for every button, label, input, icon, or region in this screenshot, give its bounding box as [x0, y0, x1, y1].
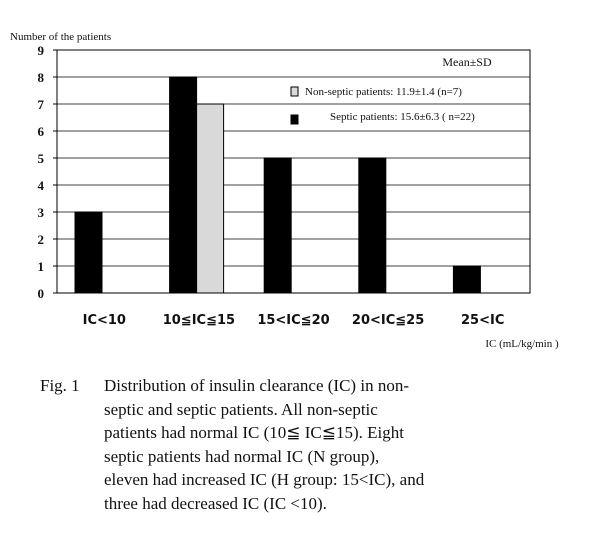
bar-septic [75, 212, 102, 293]
x-tick-label: 10≦IC≦15 [162, 313, 236, 328]
caption-line-2: septic and septic patients. All non-septic [104, 399, 378, 419]
caption-line-5: eleven had increased IC (H group: 15<IC), and [104, 470, 425, 489]
caption-line-6: three had decreased IC (IC <10). [104, 493, 327, 513]
bar-septic [264, 158, 291, 293]
y-tick-label: 2 [37, 232, 44, 247]
y-tick-label: 8 [37, 70, 44, 85]
figure-caption [40, 374, 585, 515]
bar-septic [453, 266, 480, 293]
caption-label: Fig. 1 [40, 376, 80, 395]
bar-septic [170, 77, 197, 293]
legend-label-non-septic: Non-septic patients: 11.9±1.4 (n=7) [305, 86, 462, 98]
y-tick-label: 1 [37, 259, 44, 274]
legend-label-septic: Septic patients: 15.6±6.3 ( n=22) [330, 111, 475, 123]
legend-swatch-septic [291, 115, 298, 124]
y-axis-label: Number of the patients [10, 31, 112, 43]
y-tick-label: 7 [37, 97, 44, 112]
caption-line-1: Distribution of insulin clearance (IC) in non- [104, 376, 409, 395]
caption-line-4: septic patients had normal IC (N group), [104, 446, 380, 466]
x-tick-label: IC<10 [82, 313, 126, 328]
y-tick-label: 4 [37, 178, 44, 193]
y-tick-label: 0 [37, 286, 44, 301]
bar-non-septic [197, 104, 224, 293]
x-tick-label: 25<IC [461, 313, 505, 328]
x-tick-label: 20<IC≦25 [351, 313, 425, 328]
legend-swatch-non-septic [291, 87, 298, 96]
caption-line-3: patients had normal IC (10≦ IC≦15). Eight [104, 423, 404, 442]
x-tick-label: 15<IC≦20 [257, 313, 330, 328]
y-tick-label: 3 [37, 205, 44, 220]
legend-header: Mean±SD [442, 55, 492, 69]
y-tick-label: 6 [37, 124, 44, 139]
y-tick-label: 9 [37, 43, 44, 58]
y-tick-label: 5 [37, 151, 44, 166]
bar-septic [359, 158, 386, 293]
x-axis-label: IC (mL/kg/min ) [485, 338, 559, 350]
